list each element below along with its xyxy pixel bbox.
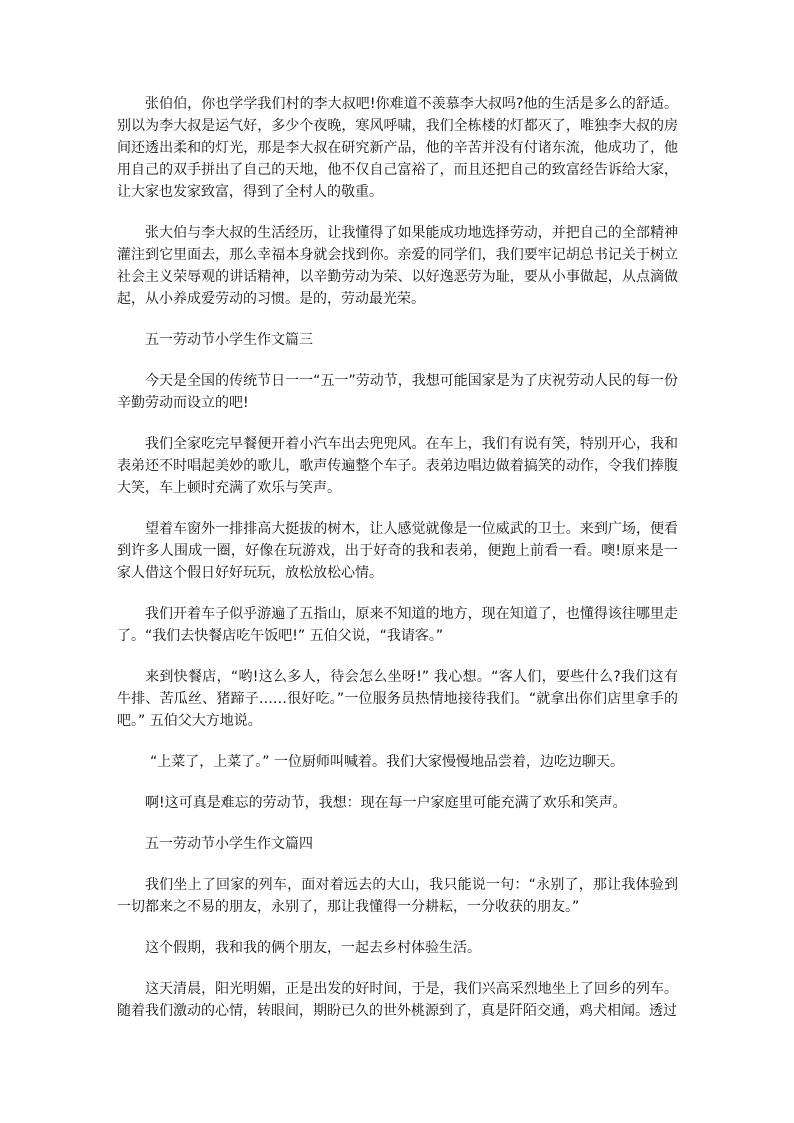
paragraph-12: 这天清晨，阳光明媚，正是出发的好时间，于是，我们兴高采烈地坐上了回乡的列车。随着我们激动的心情，转眼间，期盼已久的世外桃源到了，真是阡陌交通，鸡犬相闻。透过 [117, 981, 678, 1019]
paragraph-6: 我们开着车子似乎游遍了五指山，原来不知道的地方，现在知道了，也懂得该往哪里走了。“我们去快餐店吃午饭吧!” 五伯父说，“我请客。” [117, 606, 678, 644]
paragraph-9: 啊!这可真是难忘的劳动节，我想：现在每一户家庭里可能充满了欢乐和笑声。 [145, 795, 627, 811]
paragraph-1: 张伯伯，你也学学我们村的李大叔吧!你难道不羡慕李大叔吗?他的生活是多么的舒适。别以为李大叔是运气好，多少个夜晚，寒风呼啸，我们全栋楼的灯都灭了，唯独李大叔的房间还透出柔和的灯光，那是李大叔在研究新产品，他的辛苦并没有付诸东流，他成功了，他用自己的双手拼出了自己的天地，他不仅自己富裕了，而且还把自己的致富经告诉给大家，让大家也发家致富，得到了全村人的敬重。 [117, 96, 678, 200]
paragraph-4: 我们全家吃完早餐便开着小汽车出去兜兜风。在车上，我们有说有笑，特别开心，我和表弟还不时唱起美妙的歌儿，歌声传遍整个车子。表弟边唱边做着搞笑的动作，令我们捧腹大笑，车上顿时充满了欢乐与笑声。 [117, 436, 678, 496]
paragraph-7: 来到快餐店，“哟!这么多人，待会怎么坐呀!” 我心想。“客人们，要些什么?我们这有牛排、苦瓜丝、猪蹄子……很好吃。”一位服务员热情地接待我们。“就拿出你们店里拿手的吧。” 五伯父大方地说。 [117, 669, 678, 729]
paragraph-10: 我们坐上了回家的列车，面对着远去的大山，我只能说一句：“永别了，那让我体验到一切都来之不易的朋友，永别了，那让我懂得一分耕耘，一分收获的朋友。” [117, 877, 678, 915]
paragraph-3: 今天是全国的传统节日一一“五一”劳动节，我想可能国家是为了庆祝劳动人民的每一份辛勤劳动而设立的吧! [117, 373, 678, 411]
paragraph-5: 望着车窗外一排排高大挺拔的树木，让人感觉就像是一位威武的卫士。来到广场，便看到许多人围成一圈，好像在玩游戏，出于好奇的我和表弟，便跑上前看一看。噢!原来是一家人借这个假日好好玩玩，放松放松心情。 [117, 521, 678, 581]
section-heading-4: 五一劳动节小学生作文篇四 [145, 836, 313, 852]
paragraph-11: 这个假期，我和我的俩个朋友，一起去乡村体验生活。 [145, 940, 481, 956]
paragraph-2: 张大伯与李大叔的生活经历，让我懂得了如果能成功地选择劳动，并把自己的全部精神灌注到它里面去，那么幸福本身就会找到你。亲爱的同学们，我们要牢记胡总书记关于树立社会主义荣辱观的讲话精神，以辛勤劳动为荣、以好逸恶劳为耻，要从小事做起，从点滴做起，从小养成爱劳动的习惯。是的，劳动最光荣。 [117, 225, 678, 307]
document-page [117, 93, 678, 1041]
paragraph-8: “上菜了，上菜了。” 一位厨师叫喊着。我们大家慢慢地品尝着，边吃边聊天。 [150, 754, 624, 770]
section-heading-3: 五一劳动节小学生作文篇三 [145, 332, 313, 348]
